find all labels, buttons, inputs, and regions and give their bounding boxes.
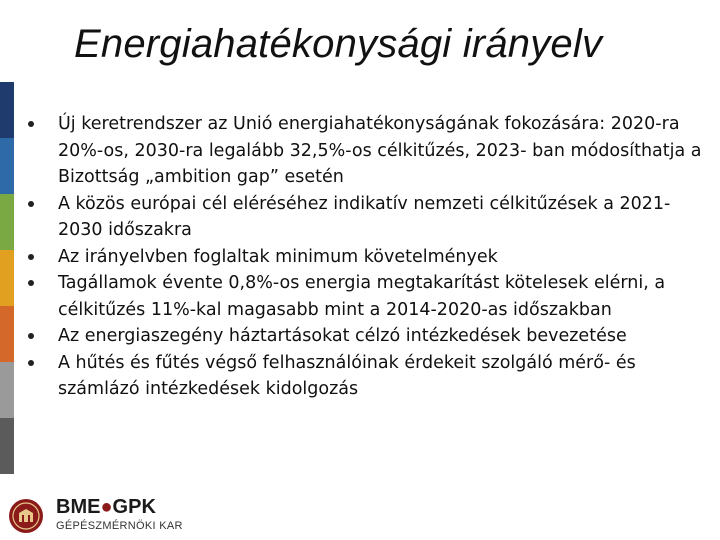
university-seal-icon (8, 498, 44, 534)
stripe-segment (0, 362, 14, 418)
bullet-text: A közös európai cél eléréséhez indikatív nemzeti célkitűzések a 2021-2030 időszakra (58, 193, 671, 240)
logo-separator-dot-icon: ● (100, 496, 113, 518)
logo-brand-right: GPK (112, 496, 156, 518)
side-color-stripe (0, 82, 14, 474)
bullet-dot-icon (28, 360, 34, 366)
stripe-segment (0, 418, 14, 474)
logo-brand-left: BME (56, 496, 101, 518)
bullet-item (28, 323, 708, 350)
bullet-text: Az energiaszegény háztartásokat célzó intézkedések bevezetése (58, 326, 627, 346)
bullet-dot-icon (28, 121, 34, 127)
stripe-segment (0, 306, 14, 362)
slide-title: Energiahatékonysági irányelv (74, 22, 603, 66)
bullet-dot-icon (28, 254, 34, 260)
bullet-dot-icon (28, 201, 34, 207)
bullet-text: Új keretrendszer az Unió energiahatékonyságának fokozására: 2020-ra 20%-os, 2030-ra legalább 32,5%-os célkitűzés, 2023- ban módosíthatja a Bizottság „ambition gap” esetén (58, 114, 702, 187)
logo-brand (56, 496, 156, 519)
logo-subtitle: GÉPÉSZMÉRNÖKI KAR (56, 520, 183, 532)
bullet-item (28, 191, 708, 244)
bullet-item (28, 244, 708, 271)
stripe-segment (0, 82, 14, 138)
bullet-item (28, 270, 708, 323)
stripe-segment (0, 250, 14, 306)
bullet-dot-icon (28, 333, 34, 339)
stripe-segment (0, 138, 14, 194)
bullet-text: Az irányelvben foglaltak minimum követelmények (58, 246, 498, 267)
stripe-segment (0, 194, 14, 250)
bullet-item (28, 111, 708, 191)
bullet-list (28, 111, 708, 403)
bme-gpk-logo (8, 496, 208, 536)
bullet-item (28, 350, 708, 403)
bullet-dot-icon (28, 280, 34, 286)
bullet-text: A hűtés és fűtés végső felhasználóinak érdekeit szolgáló mérő- és számlázó intézkedések kidolgozás (58, 352, 636, 399)
bullet-text: Tagállamok évente 0,8%-os energia megtakarítást kötelesek elérni, a célkitűzés 11%-kal magasabb mint a 2014-2020-as időszakban (58, 273, 666, 320)
